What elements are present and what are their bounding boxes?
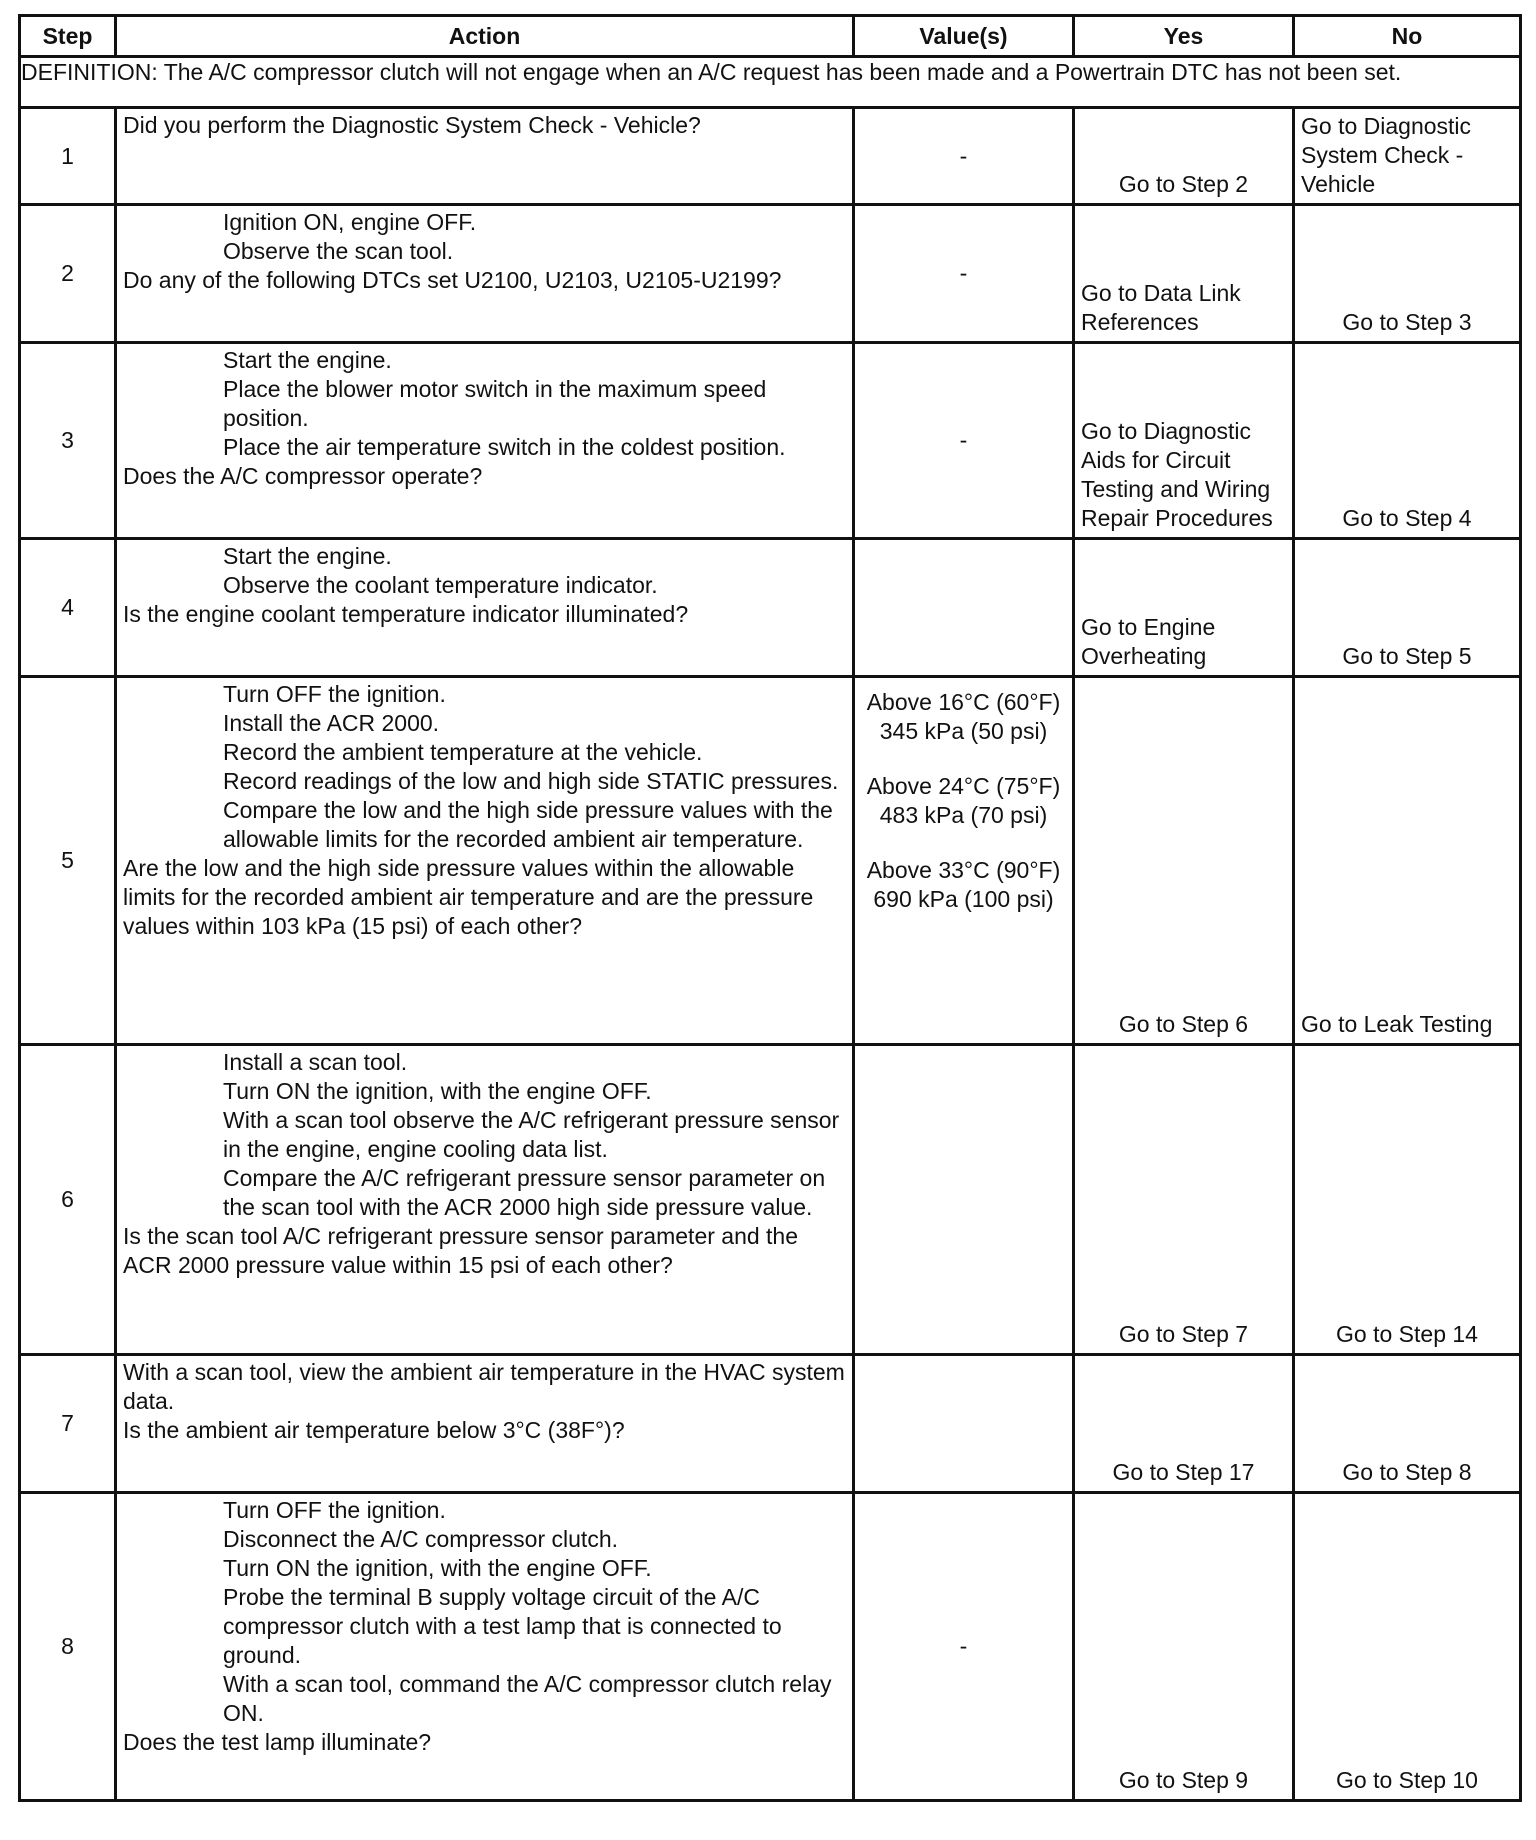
action-cell [116,1355,854,1493]
action-substep: Record the ambient temperature at the vehicle. [223,739,703,765]
definition-text: DEFINITION: The A/C compressor clutch will not engage when an A/C request has been made and a Powertrain DTC has not been set. [20,57,1521,108]
value-cell: - [854,1493,1074,1801]
action-substep: Disconnect the A/C compressor clutch. [223,1526,618,1552]
action-substep: Observe the coolant temperature indicator. [223,572,658,598]
step-number: 2 [20,205,116,343]
action-question: Is the scan tool A/C refrigerant pressure sensor parameter and the ACR 2000 pressure value within 15 psi of each other? [123,1223,799,1278]
no-link[interactable]: Go to Leak Testing [1301,1011,1493,1037]
step-number: 7 [20,1355,116,1493]
action-question: Is the ambient air temperature below 3°C (38F°)? [123,1417,625,1443]
action-substep: Start the engine. [223,347,392,373]
action-question: Does the A/C compressor operate? [123,463,483,489]
header-values: Value(s) [854,16,1074,57]
yes-cell [1074,539,1294,677]
action-cell [116,343,854,539]
no-cell [1294,677,1521,1045]
action-question: Do any of the following DTCs set U2100, U2103, U2105-U2199? [123,267,782,293]
value-cell [854,1045,1074,1355]
no-cell [1294,343,1521,539]
no-cell [1294,539,1521,677]
table-row [20,677,1521,1045]
action-cell [116,677,854,1045]
action-substep: Place the blower motor switch in the maximum speed position. [223,376,767,431]
definition-row [20,57,1521,108]
no-link[interactable]: Go to Step 14 [1336,1321,1478,1347]
no-link[interactable]: Go to Step 3 [1342,309,1472,335]
table-row [20,343,1521,539]
action-substep: Turn ON the ignition, with the engine OFF. [223,1078,652,1104]
yes-cell [1074,1493,1294,1801]
value-range: Above 16°C (60°F) 345 kPa (50 psi) [866,689,1061,744]
yes-cell [1074,677,1294,1045]
header-yes: Yes [1074,16,1294,57]
action-substep: Turn OFF the ignition. [223,1497,446,1523]
action-substep: Place the air temperature switch in the coldest position. [223,434,786,460]
action-substep: With a scan tool observe the A/C refrigerant pressure sensor in the engine, engine cooling data list. [223,1107,840,1162]
value-cell [854,677,1074,1045]
header-row [20,16,1521,57]
action-substep: Turn ON the ignition, with the engine OFF. [223,1555,652,1581]
value-cell: - [854,343,1074,539]
value-range: Above 33°C (90°F) 690 kPa (100 psi) [866,857,1061,912]
action-substep: Install the ACR 2000. [223,710,440,736]
yes-cell [1074,1045,1294,1355]
yes-link[interactable]: Go to Data Link References [1081,280,1241,335]
action-cell [116,539,854,677]
yes-link[interactable]: Go to Step 9 [1118,1767,1249,1793]
step-number: 6 [20,1045,116,1355]
yes-link[interactable]: Go to Step 2 [1118,171,1249,197]
table-row [20,539,1521,677]
action-substep: Compare the low and the high side pressure values with the allowable limits for the recorded ambient air temperature. [223,797,833,852]
action-cell [116,1045,854,1355]
action-text: With a scan tool, view the ambient air temperature in the HVAC system data. [123,1359,845,1414]
action-substep: Probe the terminal B supply voltage circuit of the A/C compressor clutch with a test lamp that is connected to ground. [223,1584,782,1668]
step-number: 3 [20,343,116,539]
no-cell [1294,1045,1521,1355]
value-range: Above 24°C (75°F) 483 kPa (70 psi) [866,773,1061,828]
table-row [20,1355,1521,1493]
value-cell [854,539,1074,677]
step-number: 4 [20,539,116,677]
step-number: 8 [20,1493,116,1801]
action-cell [116,108,854,205]
table-row [20,1045,1521,1355]
table-row [20,1493,1521,1801]
action-question: Are the low and the high side pressure values within the allowable limits for the recorded ambient air temperature and are the pressure values within 103 kPa (15 psi) of each other? [123,855,814,939]
action-text: Did you perform the Diagnostic System Check - Vehicle? [123,112,701,138]
action-question: Does the test lamp illuminate? [123,1729,432,1755]
action-substep: Record readings of the low and high side STATIC pressures. [223,768,839,794]
value-cell: - [854,205,1074,343]
yes-cell [1074,205,1294,343]
value-cell [854,1355,1074,1493]
header-step: Step [20,16,116,57]
action-substep: With a scan tool, command the A/C compressor clutch relay ON. [223,1671,832,1726]
action-substep: Compare the A/C refrigerant pressure sensor parameter on the scan tool with the ACR 2000 high side pressure value. [223,1165,826,1220]
step-number: 5 [20,677,116,1045]
yes-cell [1074,108,1294,205]
no-cell [1294,205,1521,343]
no-link[interactable]: Go to Step 8 [1342,1459,1472,1485]
diagnostic-table [18,14,1522,1802]
no-cell [1294,108,1521,205]
no-link[interactable]: Go to Diagnostic System Check - Vehicle [1301,113,1472,197]
yes-link[interactable]: Go to Diagnostic Aids for Circuit Testing and Wiring Repair Procedures [1081,418,1273,531]
action-question: Is the engine coolant temperature indicator illuminated? [123,601,689,627]
action-substep: Turn OFF the ignition. [223,681,446,707]
yes-link[interactable]: Go to Step 6 [1118,1011,1249,1037]
no-link[interactable]: Go to Step 4 [1342,505,1472,531]
header-action: Action [116,16,854,57]
value-cell: - [854,108,1074,205]
action-substep: Ignition ON, engine OFF. [223,209,477,235]
yes-cell [1074,1355,1294,1493]
action-cell [116,205,854,343]
yes-link[interactable]: Go to Step 7 [1118,1321,1249,1347]
action-substep: Observe the scan tool. [223,238,454,264]
table-row [20,108,1521,205]
yes-link[interactable]: Go to Step 17 [1112,1459,1255,1485]
step-number: 1 [20,108,116,205]
header-no: No [1294,16,1521,57]
no-link[interactable]: Go to Step 10 [1336,1767,1478,1793]
yes-link[interactable]: Go to Engine Overheating [1081,614,1216,669]
yes-cell [1074,343,1294,539]
action-substep: Install a scan tool. [223,1049,408,1075]
no-cell [1294,1493,1521,1801]
table-row [20,205,1521,343]
action-cell [116,1493,854,1801]
no-cell [1294,1355,1521,1493]
no-link[interactable]: Go to Step 5 [1342,643,1472,669]
action-substep: Start the engine. [223,543,392,569]
